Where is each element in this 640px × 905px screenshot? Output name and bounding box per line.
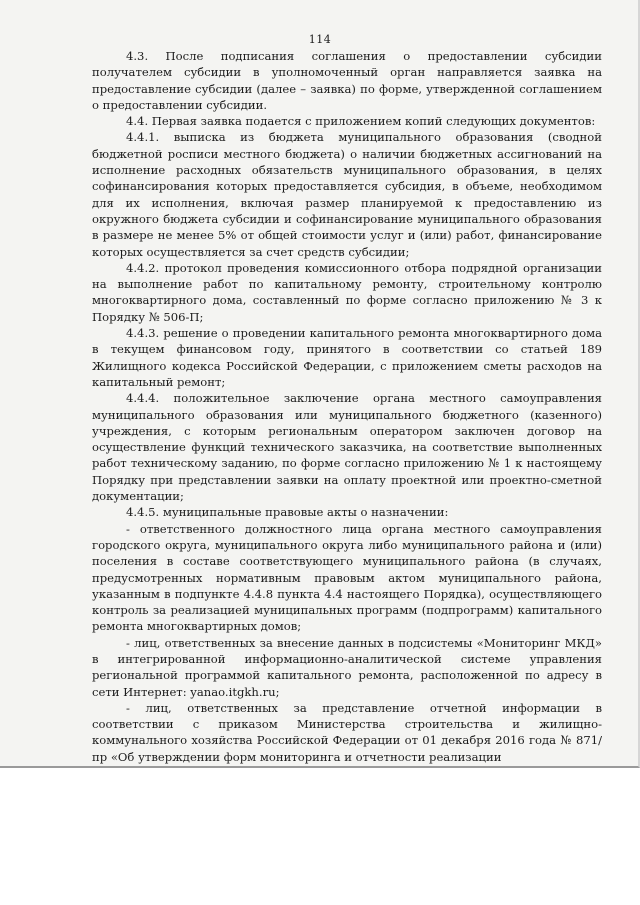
list-item-reporting-persons: - лиц, ответственных за представление отчетной информации в соответствии с приказом Министерства строительства и жилищно-коммунального хозяйства Российской Федерации от 01 декабря 2016 года № 871/пр «Об утверждении форм мониторинга и отчетности реализации [92,700,602,764]
paragraph-4-4-4: 4.4.4. положительное заключение органа местного самоуправления муниципального образования или муниципального бюджетного (казенного) учреждения, с которым региональным оператором заключен договор на осуществление функций технического заказчика, на соответствие выполненных работ техническому заданию, по форме согласно приложению № 1 к настоящему Порядку при представлении заявки на оплату проектной или проектно-сметной документации; [92,391,602,504]
paragraph-4-4-5: 4.4.5. муниципальные правовые акты о назначении: [126,505,449,520]
paragraph-4-3: 4.3. После подписания соглашения о предоставлении субсидии получателем субсидии в уполномоченный орган направляется заявка на предоставление субсидии (далее – заявка) по форме, утвержденной соглашением о предоставлении субсидии. [92,49,602,112]
paragraph-4-4: 4.4. Первая заявка подается с приложением копий следующих документов: [126,114,596,129]
paragraph-4-4-1: 4.4.1. выписка из бюджета муниципального образования (сводной бюджетной росписи местного бюджета) о наличии бюджетных ассигнований на исполнение расходных обязательств муниципального образования, в целях софинансирования которых предоставляется субсидия, в объеме, необходимом для их исполнения, включая размер планируемой к предоставлению из окружного бюджета субсидии и софинансирование муниципального образования в размере не менее 5% от общей стоимости услуг и (или) работ, финансирование которых осуществляется за счет средств субсидии; [92,130,602,259]
list-item-responsible-official: - ответственного должностного лица органа местного самоуправления городского округа, муниципального округа либо муниципального района и (или) поселения в составе соответствующего муниципального района (в случаях, предусмотренных нормативным правовым актом муниципального района, указанным в подпункте 4.4.8 пункта 4.4 настоящего Порядка), осуществляющего контроль за реализацией муниципальных программ (подпрограмм) капитального ремонта многоквартирных домов; [92,521,602,634]
document-body [92,48,602,765]
page-number: 114 [308,33,332,46]
list-item-data-entry-persons: - лиц, ответственных за внесение данных в подсистемы «Мониторинг МКД» в интегрированной информационно-аналитической системе управления региональной программой капитального ремонта, расположенной по адресу в сети Интернет: yanao.itgkh.ru; [92,635,602,699]
paragraph-4-4-2: 4.4.2. протокол проведения комиссионного отбора подрядной организации на выполнение работ по капитальному ремонту, строительному контролю многоквартирного дома, составленный по форме согласно приложению № 3 к Порядку № 506-П; [92,260,602,324]
paragraph-4-4-3: 4.4.3. решение о проведении капитального ремонта многоквартирного дома в текущем финансовом году, принятого в соответствии со статьей 189 Жилищного кодекса Российской Федерации, с приложением сметы расходов на капитальный ремонт; [92,326,602,389]
